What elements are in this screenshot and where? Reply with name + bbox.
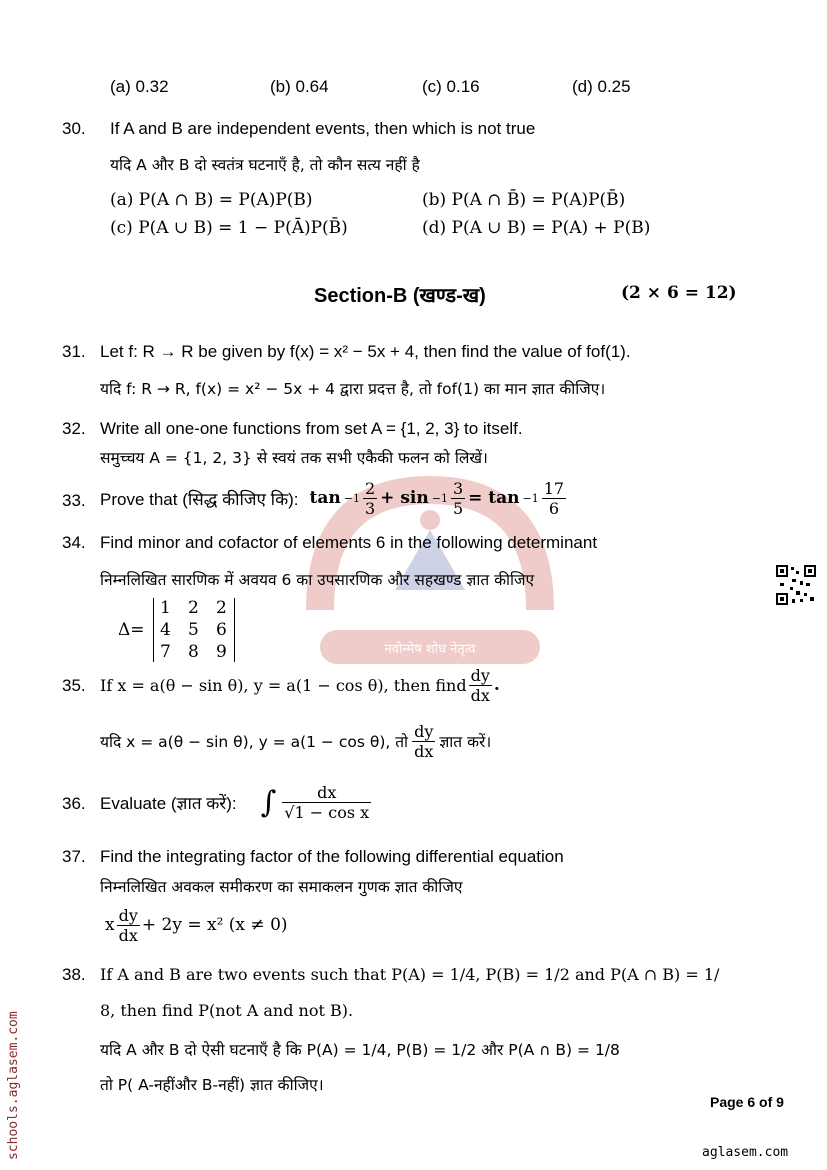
q30-option-a: (a) P(A ∩ B) = P(A)P(B) xyxy=(110,190,313,210)
q33-frac2-num: 3 xyxy=(452,478,464,498)
q33-sup3: −1 xyxy=(522,491,539,505)
q35-text-en-line xyxy=(100,662,500,708)
q30-number: 30. xyxy=(62,119,86,138)
q36-number: 36. xyxy=(62,794,86,813)
q34-text-hi: निम्नलिखित सारणिक में अवयव 6 का उपसारणिक और सहखण्ड ज्ञात कीजिए xyxy=(100,571,535,589)
q36-statement xyxy=(100,776,371,828)
q38-number: 38. xyxy=(62,965,86,984)
q37-x: x xyxy=(105,915,115,935)
q33-number: 33. xyxy=(62,491,86,510)
q35-hi-frac-den: dx xyxy=(414,741,434,761)
q33-frac3 xyxy=(542,479,566,518)
det-cell: 4 xyxy=(160,620,171,640)
q33-sup1: −1 xyxy=(343,491,360,505)
q37-number: 37. xyxy=(62,847,86,866)
q35-number: 35. xyxy=(62,676,86,695)
qr-code-icon xyxy=(776,565,816,605)
det-cell: 9 xyxy=(216,642,227,662)
det-cell: 7 xyxy=(160,642,171,662)
q33-frac2 xyxy=(451,479,465,518)
q32-number: 32. xyxy=(62,419,86,438)
q33-eq-tan: = tan xyxy=(468,488,520,508)
q37-frac-den: dx xyxy=(118,925,138,945)
q29-option-b: (b) 0.64 xyxy=(270,77,329,96)
q37-text-en: Find the integrating factor of the following differential equation xyxy=(100,847,564,866)
det-cell: 2 xyxy=(216,598,227,618)
q37-equation xyxy=(105,902,288,948)
q32-text-hi: समुच्चय A = {1, 2, 3} से स्वयं तक सभी एकैकी फलन को लिखें। xyxy=(100,449,488,467)
q38-text-en-2: 8, then find P(not A and not B). xyxy=(100,1001,354,1020)
q33-frac1-num: 2 xyxy=(364,478,376,498)
q30-text-en: If A and B are independent events, then which is not true xyxy=(110,119,536,138)
q33-sin: + sin xyxy=(380,488,429,508)
q37-frac-num: dy xyxy=(118,905,138,925)
q35-hi-frac xyxy=(412,722,435,761)
q33-frac2-den: 5 xyxy=(452,498,464,518)
q37-rest: + 2y = x² (x ≠ 0) xyxy=(141,915,288,935)
q30-option-b: (b) P(A ∩ B̄) = P(A)P(B̄) xyxy=(422,190,626,210)
det-cell: 2 xyxy=(188,598,199,618)
footer-site: aglasem.com xyxy=(702,1145,789,1160)
q33-sup2: −1 xyxy=(431,491,448,505)
q35-text-hi-line xyxy=(100,718,491,764)
q30-option-d: (d) P(A ∪ B) = P(A) + P(B) xyxy=(422,218,651,238)
q35-frac-num: dy xyxy=(470,665,490,685)
q35-text-hi: यदि x = a(θ − sin θ), y = a(1 − cos θ), तो xyxy=(100,733,409,751)
q30-option-c: (c) P(A ∪ B) = 1 − P(Ā)P(B̄) xyxy=(110,218,348,238)
q33-frac1 xyxy=(363,479,377,518)
q34-text-en: Find minor and cofactor of elements 6 in the following determinant xyxy=(100,533,598,552)
section-title: Section-B (खण्ड-ख) xyxy=(314,285,486,307)
q33-lead: Prove that (सिद्ध कीजिए कि): xyxy=(100,489,299,509)
determinant xyxy=(153,598,235,662)
determinant-label: Δ= xyxy=(118,620,145,640)
q35-text-hi-end: ज्ञात करें। xyxy=(439,733,492,751)
page-number: Page 6 of 9 xyxy=(710,1094,784,1110)
q31-text-hi: यदि f: R → R, f(x) = x² − 5x + 4 द्वारा प्रदत्त है, तो fof(1) का मान ज्ञात कीजिए। xyxy=(100,380,606,398)
q33-frac3-den: 6 xyxy=(548,498,560,518)
q36-lead: Evaluate (ज्ञात करें): xyxy=(100,793,237,813)
q36-frac xyxy=(282,783,371,822)
q37-text-hi: निम्नलिखित अवकल समीकरण का समाकलन गुणक ज्ञात कीजिए xyxy=(100,878,463,896)
q33-frac3-num: 17 xyxy=(543,478,565,498)
q34-number: 34. xyxy=(62,533,86,552)
watermark-text: नवोन्मेष शोध नेतृत्व xyxy=(384,642,476,657)
q35-frac-den: dx xyxy=(470,685,490,705)
section-marks: (2 × 6 = 12) xyxy=(621,283,737,303)
q38-text-hi-1: यदि A और B दो ऐसी घटनाएँ है कि P(A) = 1/4, P(B) = 1/2 और P(A ∩ B) = 1/8 xyxy=(100,1041,620,1059)
q36-frac-den: √1 − cos x xyxy=(284,802,370,822)
q29-option-c: (c) 0.16 xyxy=(422,77,480,96)
det-cell: 6 xyxy=(216,620,227,640)
q31-number: 31. xyxy=(62,342,86,361)
q30-text-hi: यदि A और B दो स्वतंत्र घटनाएँ है, तो कौन सत्य नहीं है xyxy=(110,156,420,174)
q33-frac1-den: 3 xyxy=(364,498,376,518)
q36-frac-num: dx xyxy=(282,783,371,803)
q29-option-a: (a) 0.32 xyxy=(110,77,169,96)
integral-sign: ∫ xyxy=(260,784,277,820)
q37-frac xyxy=(117,906,140,945)
q33-tan: tan xyxy=(309,488,341,508)
side-watermark-text: schools.aglasem.com xyxy=(6,1011,21,1160)
q38-text-hi-2: तो P( A-नहींऔर B-नहीं) ज्ञात कीजिए। xyxy=(100,1076,324,1094)
det-cell: 8 xyxy=(188,642,199,662)
det-cell: 1 xyxy=(160,598,171,618)
q29-option-d: (d) 0.25 xyxy=(572,77,631,96)
q33-statement xyxy=(100,473,566,523)
q35-end: . xyxy=(493,675,500,695)
q31-text-en: Let f: R → R be given by f(x) = x² − 5x + 4, then find the value of fof(1). xyxy=(100,342,631,361)
det-cell: 5 xyxy=(188,620,199,640)
q35-hi-frac-num: dy xyxy=(414,721,434,741)
q38-text-en-1: If A and B are two events such that P(A) = 1/4, P(B) = 1/2 and P(A ∩ B) = 1/ xyxy=(100,965,720,984)
q35-text-en: If x = a(θ − sin θ), y = a(1 − cos θ), then find xyxy=(100,675,467,695)
q32-text-en: Write all one-one functions from set A = {1, 2, 3} to itself. xyxy=(100,419,523,438)
q35-frac xyxy=(469,666,492,705)
